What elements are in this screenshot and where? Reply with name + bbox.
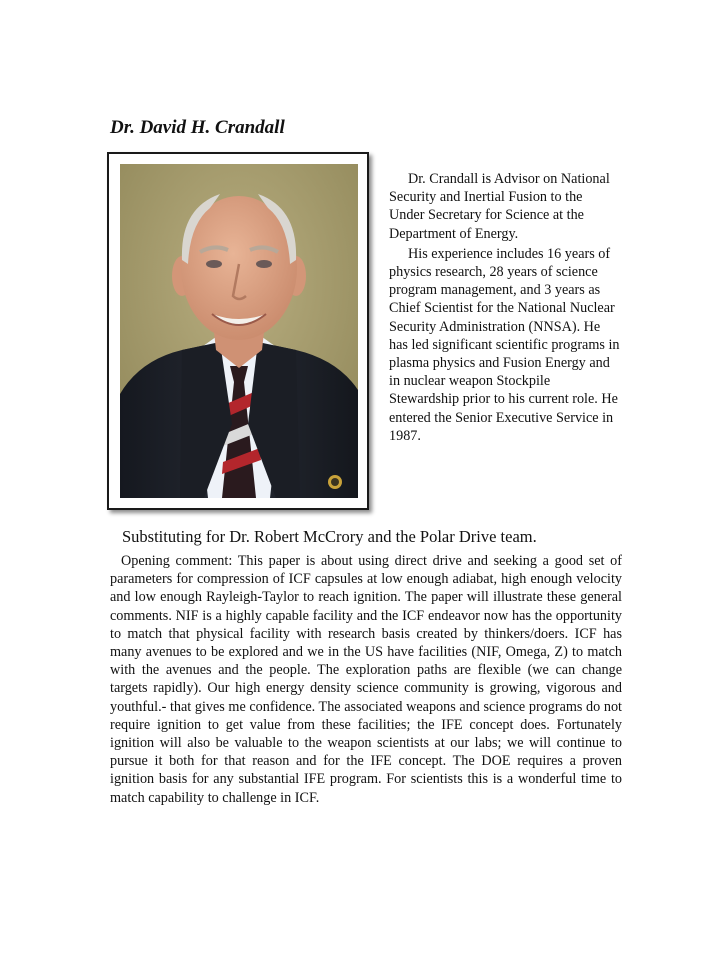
substitution-note: Substituting for Dr. Robert McCrory and the Polar Drive team.	[122, 527, 537, 546]
page-title: Dr. David H. Crandall	[110, 117, 285, 138]
bio-paragraph-experience: His experience includes 16 years of physics research, 28 years of science program management, and 3 years as Chief Scientist for the National Nuclear Security Administration (NNSA). He has led significant scientific programs in plasma physics and Fusion Energy and in nuclear weapon Stockpile Stewardship prior to his current role. He entered the Senior Executive Service in 1987.	[389, 245, 620, 444]
bio-column	[389, 170, 621, 447]
opening-comment-paragraph: Opening comment: This paper is about using direct drive and seeking a good set of parameters for compression of ICF capsules at low enough adiabat, high enough velocity and low enough Rayleigh-Taylor to reach ignition. The paper will illustrate these general comments. NIF is a highly capable facility and the ICF endeavor now has the opportunity to match that physical facility with research basis created by thinkers/doers. ICF has many avenues to be explored and we in the US have facilities (NIF, Omega, Z) to match with the avenues and the people. The exploration paths are flexible (we can change targets rapidly). Our high energy density science community is growing, vigorous and youthful.- that gives me confidence. The associated weapons and science programs do not require ignition to get value from these facilities; the IFE concept does. Fortunately ignition will also be valuable to the weapon scientists at our labs; we will continue to pursue it both for that reason and for the IFE concept. The DOE requires a proven ignition basis for any substantial IFE program. For scientists this is a wonderful time to match capability to challenge in ICF.	[110, 553, 622, 806]
bio-paragraph-role: Dr. Crandall is Advisor on National Security and Inertial Fusion to the Under Secretary for Science at the Department of Energy.	[389, 171, 610, 242]
portrait-photo	[120, 164, 358, 498]
portrait-frame	[107, 152, 369, 510]
